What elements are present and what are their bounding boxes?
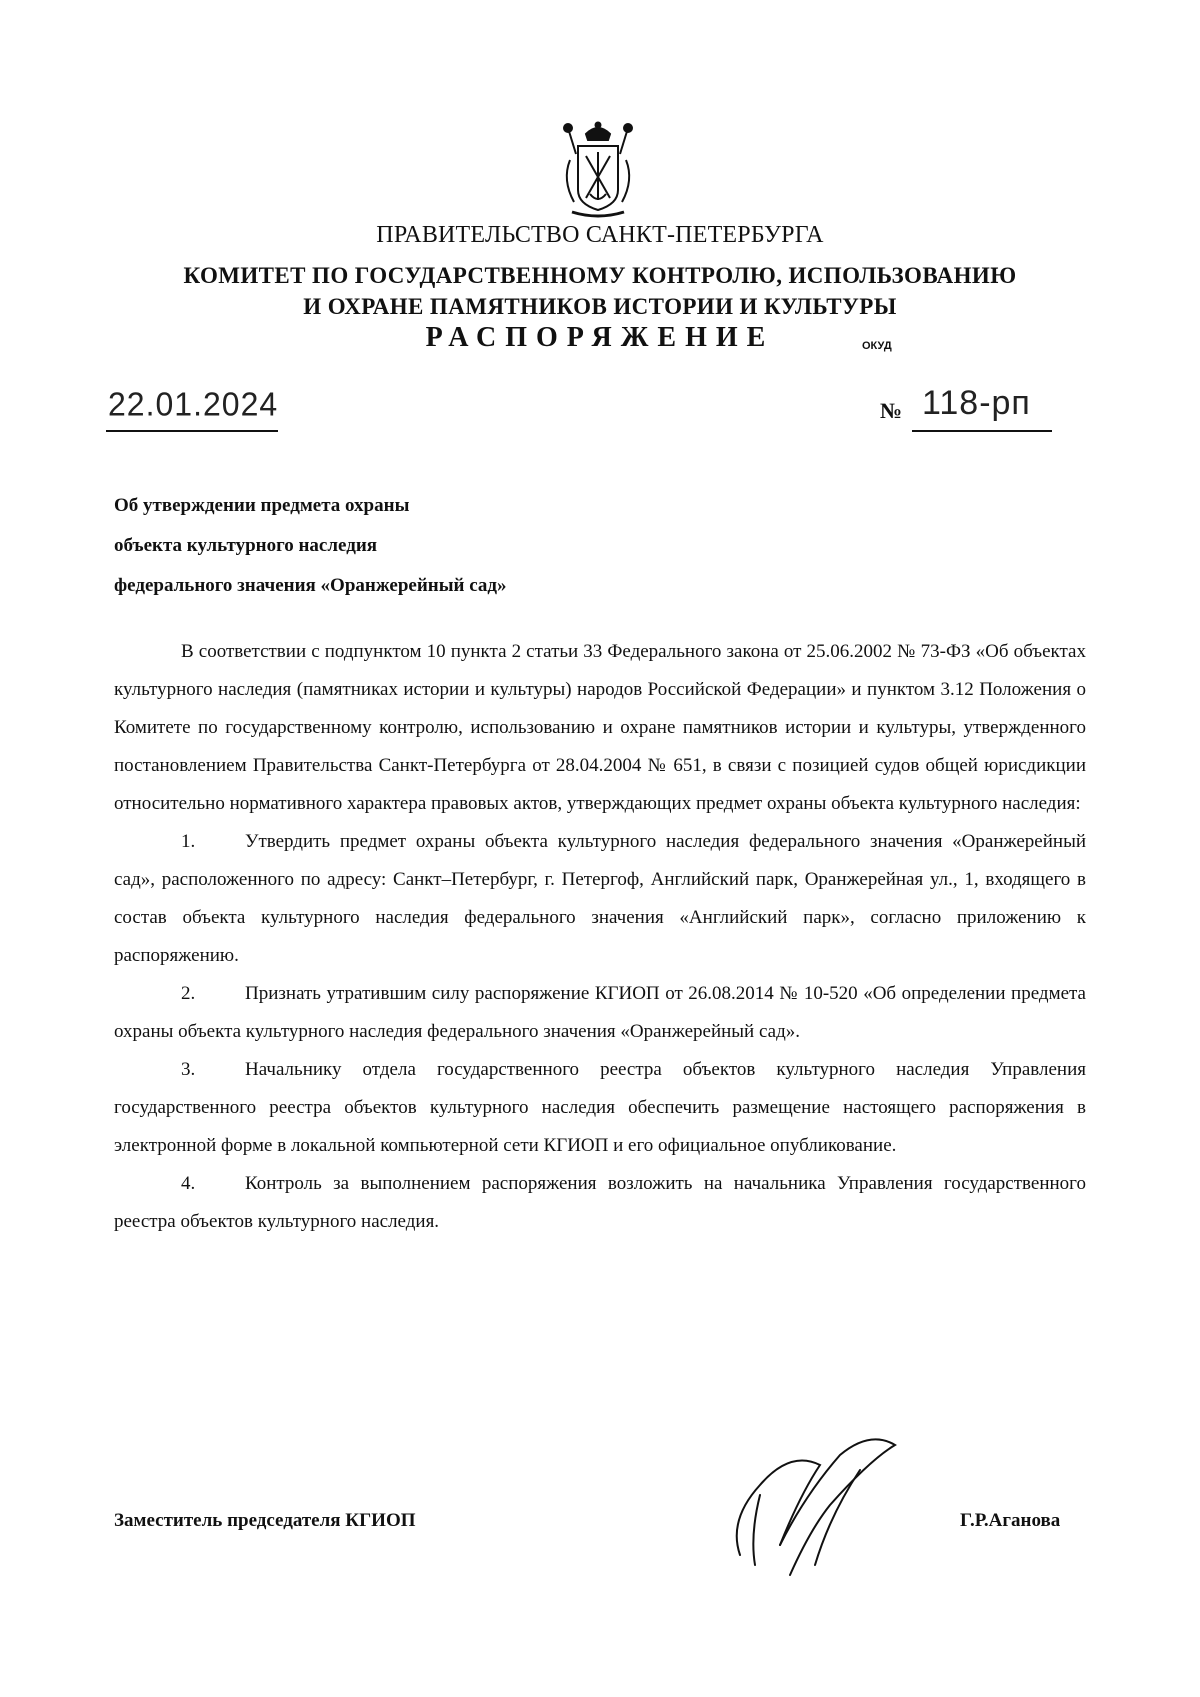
number-underline (912, 430, 1052, 432)
order-item-1 (114, 823, 1086, 975)
item-text: Начальнику отдела государственного реестра объектов культурного наследия Управления государственного реестра объектов культурного наследия обеспечить размещение настоящего распоряжения в электронной форме в локальной компьютерной сети КГИОП и его официальное опубликование. (114, 1059, 1086, 1156)
document-number: 118-рп (922, 384, 1031, 422)
item-number: 3. (181, 1059, 196, 1080)
number-sign: № (880, 398, 903, 423)
committee-name-line1: КОМИТЕТ ПО ГОСУДАРСТВЕННОМУ КОНТРОЛЮ, ИСПОЛЬЗОВАНИЮ (183, 263, 1017, 288)
item-text: Признать утратившим силу распоряжение КГИОП от 26.08.2014 № 10-520 «Об определении предмета охраны объекта культурного наследия федерального значения «Оранжерейный сад». (114, 983, 1086, 1042)
handwritten-signature (720, 1425, 910, 1585)
signer-name: Г.Р.Аганова (960, 1510, 1061, 1531)
item-number: 2. (181, 983, 196, 1004)
item-number: 1. (181, 831, 196, 852)
item-number: 4. (181, 1173, 196, 1194)
document-type-title: РАСПОРЯЖЕНИЕ (425, 322, 775, 353)
order-item-4 (114, 1165, 1086, 1241)
document-date: 22.01.2024 (108, 385, 279, 423)
subject-line-3: федерального значения «Оранжерейный сад» (114, 575, 507, 596)
government-name: ПРАВИТЕЛЬСТВО САНКТ-ПЕТЕРБУРГА (376, 222, 824, 248)
date-underline (106, 430, 278, 432)
document-subject (114, 486, 507, 606)
order-item-3 (114, 1051, 1086, 1165)
document-body (114, 633, 1086, 1241)
subject-line-1: Об утверждении предмета охраны (114, 495, 410, 516)
item-text: Утвердить предмет охраны объекта культурного наследия федерального значения «Оранжерейный сад», расположенного по адресу: Санкт–Петербург, г. Петергоф, Английский парк, Оранжерейная ул., 1, входящего в состав объекта культурного наследия федерального значения «Английский парк», согласно приложению к распоряжению. (114, 831, 1086, 966)
subject-line-2: объекта культурного наследия (114, 535, 378, 556)
preamble-paragraph: В соответствии с подпунктом 10 пункта 2 статьи 33 Федерального закона от 25.06.2002 № 73-ФЗ «Об объектах культурного наследия (памятниках истории и культуры) народов Российской Федерации» и пунктом 3.12 Положения о Комитете по государственному контролю, использованию и охране памятников истории и культуры, утвержденного постановлением Правительства Санкт-Петербурга от 28.04.2004 № 651, в связи с позицией судов общей юрисдикции относительно нормативного характера правовых актов, утверждающих предмет охраны объекта культурного наследия: (114, 641, 1086, 814)
okud-label: ОКУД (862, 340, 892, 352)
coat-of-arms-emblem (548, 120, 648, 220)
order-item-2 (114, 975, 1086, 1051)
signer-title: Заместитель председателя КГИОП (114, 1510, 416, 1531)
committee-name (0, 260, 1200, 322)
item-text: Контроль за выполнением распоряжения возложить на начальника Управления государственного реестра объектов культурного наследия. (114, 1173, 1086, 1232)
committee-name-line2: И ОХРАНЕ ПАМЯТНИКОВ ИСТОРИИ И КУЛЬТУРЫ (303, 294, 897, 319)
